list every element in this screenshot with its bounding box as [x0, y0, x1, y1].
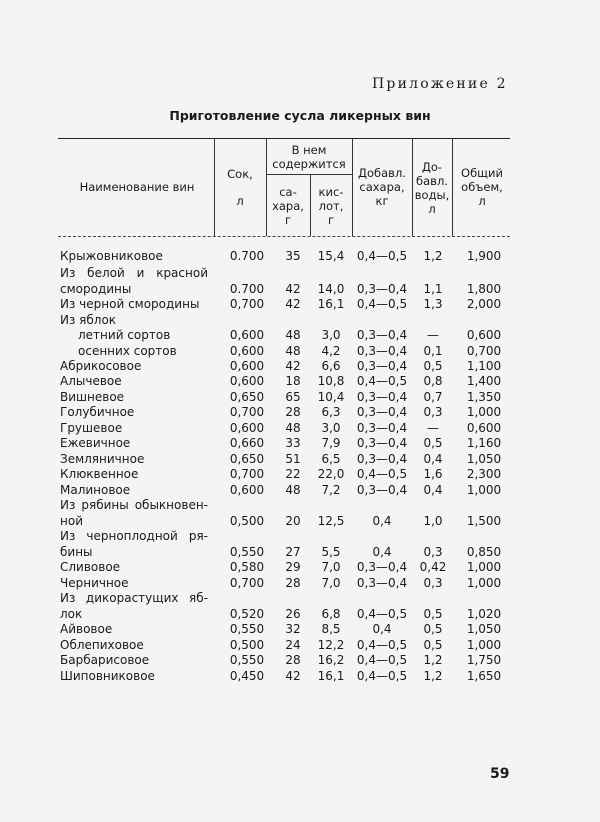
table-title: Приготовление сусла ликерных вин — [169, 108, 431, 123]
cell-add: 0,3—0,4 — [356, 576, 408, 590]
table-row — [60, 528, 510, 544]
wine-name: Абрикосовое — [60, 359, 142, 373]
header-contains: В нем — [291, 143, 327, 157]
table-row — [60, 435, 510, 451]
cell-add: 0,4 — [372, 514, 392, 528]
cell-sugar: 24 — [285, 638, 301, 652]
cell-total: 0,600 — [466, 328, 502, 342]
cell-acid: 7,0 — [321, 560, 341, 574]
cell-total: 0,600 — [466, 421, 502, 435]
wine-name: Из черноплодной ря- — [60, 529, 208, 543]
table-top-rule — [58, 138, 510, 139]
cell-add: 0,3—0,4 — [356, 344, 408, 358]
page-number: 59 — [490, 766, 510, 782]
table-row — [60, 373, 510, 389]
cell-juice: 0,700 — [229, 467, 265, 481]
wine-name: Из белой и красной — [60, 266, 208, 280]
header-add-water: До- — [421, 160, 443, 174]
table-row — [60, 575, 510, 591]
cell-juice: 0,600 — [229, 374, 265, 388]
cell-acid: 22,0 — [317, 467, 345, 481]
header-total: л — [478, 194, 486, 208]
cell-water: 1,2 — [423, 653, 443, 667]
cell-sugar: 51 — [285, 452, 301, 466]
cell-water: 0,4 — [423, 483, 443, 497]
cell-juice: 0,650 — [229, 390, 265, 404]
table-row — [60, 606, 510, 622]
header-sugar: са- — [279, 185, 297, 199]
cell-total: 1,800 — [466, 282, 502, 296]
cell-juice: 0,600 — [229, 421, 265, 435]
wine-name: летний сортов — [78, 328, 171, 342]
cell-add: 0,4 — [372, 545, 392, 559]
cell-acid: 3,0 — [321, 421, 341, 435]
cell-total: 1,000 — [466, 405, 502, 419]
cell-add: 0,4—0,5 — [356, 297, 408, 311]
wine-name: Крыжовниковое — [60, 249, 163, 263]
cell-add: 0,3—0,4 — [356, 560, 408, 574]
cell-sugar: 33 — [285, 436, 301, 450]
cell-total: 1,400 — [466, 374, 502, 388]
cell-acid: 15,4 — [317, 249, 345, 263]
cell-juice: 0,600 — [229, 344, 265, 358]
cell-juice: 0,450 — [229, 669, 265, 683]
table-row — [60, 358, 510, 374]
cell-sugar: 28 — [285, 405, 301, 419]
cell-water: 0,5 — [423, 436, 443, 450]
cell-sugar: 20 — [285, 514, 301, 528]
cell-water: 1,2 — [423, 249, 443, 263]
cell-sugar: 42 — [285, 297, 301, 311]
cell-sugar: 27 — [285, 545, 301, 559]
wine-name: бины — [60, 545, 93, 559]
table-row — [60, 544, 510, 560]
cell-sugar: 48 — [285, 328, 301, 342]
table-row — [60, 590, 510, 606]
cell-add: 0,3—0,4 — [356, 359, 408, 373]
cell-sugar: 22 — [285, 467, 301, 481]
cell-acid: 6,3 — [321, 405, 341, 419]
wine-name: смородины — [60, 282, 132, 296]
cell-juice: 0,660 — [229, 436, 265, 450]
cell-total: 1,050 — [466, 622, 502, 636]
cell-water: 1,3 — [423, 297, 443, 311]
wine-name: Сливовое — [60, 560, 121, 574]
cell-acid: 12,5 — [317, 514, 345, 528]
header-sugar: хара, — [272, 199, 304, 213]
cell-add: 0,3—0,4 — [356, 328, 408, 342]
cell-juice: 0,600 — [229, 328, 265, 342]
table-row — [60, 312, 510, 328]
cell-total: 1,650 — [466, 669, 502, 683]
cell-add: 0,4—0,5 — [356, 653, 408, 667]
cell-juice: 0.700 — [229, 249, 265, 263]
header-add-water: л — [428, 202, 436, 216]
cell-total: 1,050 — [466, 452, 502, 466]
cell-total: 1,900 — [466, 249, 502, 263]
cell-acid: 16,1 — [317, 669, 345, 683]
cell-water: 0,42 — [419, 560, 447, 574]
cell-add: 0,4—0,5 — [356, 374, 408, 388]
cell-water: 1,0 — [423, 514, 443, 528]
cell-total: 1,500 — [466, 514, 502, 528]
table-row — [60, 466, 510, 482]
header-add-sugar: кг — [375, 194, 389, 208]
cell-water: 0,8 — [423, 374, 443, 388]
cell-sugar: 48 — [285, 421, 301, 435]
cell-water: — — [427, 328, 439, 342]
cell-juice: 0,550 — [229, 622, 265, 636]
table-row — [60, 296, 510, 312]
wine-name: Вишневое — [60, 390, 125, 404]
header-acid: г — [327, 213, 335, 227]
cell-add: 0,4 — [372, 622, 392, 636]
cell-water: 0,5 — [423, 638, 443, 652]
cell-water: 0,7 — [423, 390, 443, 404]
wine-name: Клюквенное — [60, 467, 139, 481]
header-juice-unit: л — [236, 194, 244, 208]
header-add-water: воды, — [414, 188, 450, 202]
cell-juice: 0.700 — [229, 282, 265, 296]
table-row — [60, 281, 510, 297]
cell-juice: 0,550 — [229, 545, 265, 559]
cell-juice: 0,600 — [229, 483, 265, 497]
cell-total: 2,000 — [466, 297, 502, 311]
header-contains-2: содержится — [272, 157, 346, 171]
cell-total: 1,100 — [466, 359, 502, 373]
cell-acid: 8,5 — [321, 622, 341, 636]
wine-name: Грушевое — [60, 421, 123, 435]
cell-water: 1,6 — [423, 467, 443, 481]
cell-water: 0,3 — [423, 405, 443, 419]
cell-juice: 0,500 — [229, 638, 265, 652]
cell-juice: 0,500 — [229, 514, 265, 528]
header-sugar: г — [284, 213, 292, 227]
header-acid: кис- — [318, 185, 344, 199]
cell-sugar: 65 — [285, 390, 301, 404]
cell-water: 1,2 — [423, 669, 443, 683]
cell-total: 0,850 — [466, 545, 502, 559]
cell-juice: 0,580 — [229, 560, 265, 574]
table-row — [60, 343, 510, 359]
cell-sugar: 28 — [285, 576, 301, 590]
cell-add: 0,4—0,5 — [356, 467, 408, 481]
cell-water: 0,3 — [423, 576, 443, 590]
cell-add: 0,3—0,4 — [356, 483, 408, 497]
table-row — [60, 559, 510, 575]
cell-total: 2,300 — [466, 467, 502, 481]
cell-acid: 6,6 — [321, 359, 341, 373]
table-row — [60, 327, 510, 343]
header-total: Общий — [461, 166, 503, 180]
header-add-water: бавл. — [416, 174, 448, 188]
cell-add: 0,4—0,5 — [356, 607, 408, 621]
cell-add: 0,3—0,4 — [356, 282, 408, 296]
cell-sugar: 29 — [285, 560, 301, 574]
cell-acid: 10,4 — [317, 390, 345, 404]
cell-acid: 16,2 — [317, 653, 345, 667]
table-row — [60, 248, 510, 264]
cell-acid: 6,8 — [321, 607, 341, 621]
cell-water: 0,5 — [423, 359, 443, 373]
wine-name: Из дикорастущих яб- — [60, 591, 208, 605]
cell-acid: 4,2 — [321, 344, 341, 358]
cell-sugar: 35 — [285, 249, 301, 263]
cell-add: 0,4—0,5 — [356, 638, 408, 652]
cell-total: 1,000 — [466, 576, 502, 590]
cell-sugar: 32 — [285, 622, 301, 636]
cell-acid: 7,2 — [321, 483, 341, 497]
appendix-label: Приложение 2 — [372, 76, 508, 92]
cell-add: 0,3—0,4 — [356, 390, 408, 404]
wine-name: Облепиховое — [60, 638, 144, 652]
wine-name: Айвовое — [60, 622, 113, 636]
wine-name: Из рябины обыкновен- — [60, 498, 208, 512]
header-acid: лот, — [318, 199, 344, 213]
cell-water: 0,4 — [423, 452, 443, 466]
cell-total: 1,350 — [466, 390, 502, 404]
cell-add: 0,3—0,4 — [356, 421, 408, 435]
wine-name: Земляничное — [60, 452, 145, 466]
wine-name: Голубичное — [60, 405, 135, 419]
cell-sugar: 48 — [285, 483, 301, 497]
cell-acid: 14,0 — [317, 282, 345, 296]
table-row — [60, 265, 510, 281]
cell-acid: 7,9 — [321, 436, 341, 450]
table-row — [60, 482, 510, 498]
cell-acid: 10,8 — [317, 374, 345, 388]
cell-add: 0,3—0,4 — [356, 436, 408, 450]
cell-sugar: 42 — [285, 359, 301, 373]
cell-water: 1,1 — [423, 282, 443, 296]
wine-name: Барбарисовое — [60, 653, 150, 667]
cell-sugar: 42 — [285, 669, 301, 683]
wine-name: Из черной смородины — [60, 297, 200, 311]
wine-name: Алычевое — [60, 374, 122, 388]
cell-acid: 7,0 — [321, 576, 341, 590]
cell-juice: 0,600 — [229, 359, 265, 373]
cell-add: 0,3—0,4 — [356, 405, 408, 419]
header-add-sugar: сахара, — [359, 180, 405, 194]
cell-acid: 6,5 — [321, 452, 341, 466]
cell-water: 0,5 — [423, 607, 443, 621]
wine-name: Ежевичное — [60, 436, 131, 450]
cell-acid: 5,5 — [321, 545, 341, 559]
cell-acid: 3,0 — [321, 328, 341, 342]
cell-acid: 16,1 — [317, 297, 345, 311]
cell-juice: 0,700 — [229, 576, 265, 590]
wine-name: Черничное — [60, 576, 129, 590]
header-add-sugar: Добавл. — [358, 166, 406, 180]
cell-total: 1,020 — [466, 607, 502, 621]
cell-total: 0,700 — [466, 344, 502, 358]
table-row — [60, 404, 510, 420]
table-row — [60, 451, 510, 467]
cell-sugar: 42 — [285, 282, 301, 296]
cell-sugar: 26 — [285, 607, 301, 621]
header-bottom-rule — [58, 236, 510, 237]
cell-water: — — [427, 421, 439, 435]
cell-water: 0,5 — [423, 622, 443, 636]
subheader-rule — [266, 174, 352, 175]
table-row — [60, 621, 510, 637]
cell-sugar: 18 — [285, 374, 301, 388]
table-row — [60, 497, 510, 513]
cell-juice: 0,550 — [229, 653, 265, 667]
cell-add: 0,3—0,4 — [356, 452, 408, 466]
wine-name: Малиновое — [60, 483, 131, 497]
cell-juice: 0,700 — [229, 405, 265, 419]
table-row — [60, 513, 510, 529]
wine-name: ной — [60, 514, 83, 528]
wine-name: Шиповниковое — [60, 669, 155, 683]
cell-total: 1,160 — [466, 436, 502, 450]
header-juice: Сок, — [227, 167, 253, 181]
cell-total: 1,000 — [466, 560, 502, 574]
header-total: объем, — [461, 180, 503, 194]
cell-add: 0,4—0,5 — [356, 249, 408, 263]
wine-name: осенних сортов — [78, 344, 177, 358]
cell-water: 0,3 — [423, 545, 443, 559]
header-divider — [214, 139, 215, 236]
cell-sugar: 28 — [285, 653, 301, 667]
cell-juice: 0,650 — [229, 452, 265, 466]
cell-acid: 12,2 — [317, 638, 345, 652]
cell-water: 0,1 — [423, 344, 443, 358]
table-row — [60, 652, 510, 668]
cell-total: 1,000 — [466, 483, 502, 497]
cell-total: 1,750 — [466, 653, 502, 667]
cell-juice: 0,520 — [229, 607, 265, 621]
table-row — [60, 420, 510, 436]
cell-juice: 0,700 — [229, 297, 265, 311]
table-row — [60, 637, 510, 653]
wine-name: лок — [60, 607, 83, 621]
wine-name: Из яблок — [60, 313, 117, 327]
table-row — [60, 389, 510, 405]
cell-sugar: 48 — [285, 344, 301, 358]
cell-total: 1,000 — [466, 638, 502, 652]
table-row — [60, 668, 510, 684]
cell-add: 0,4—0,5 — [356, 669, 408, 683]
header-name: Наименование вин — [79, 180, 195, 194]
